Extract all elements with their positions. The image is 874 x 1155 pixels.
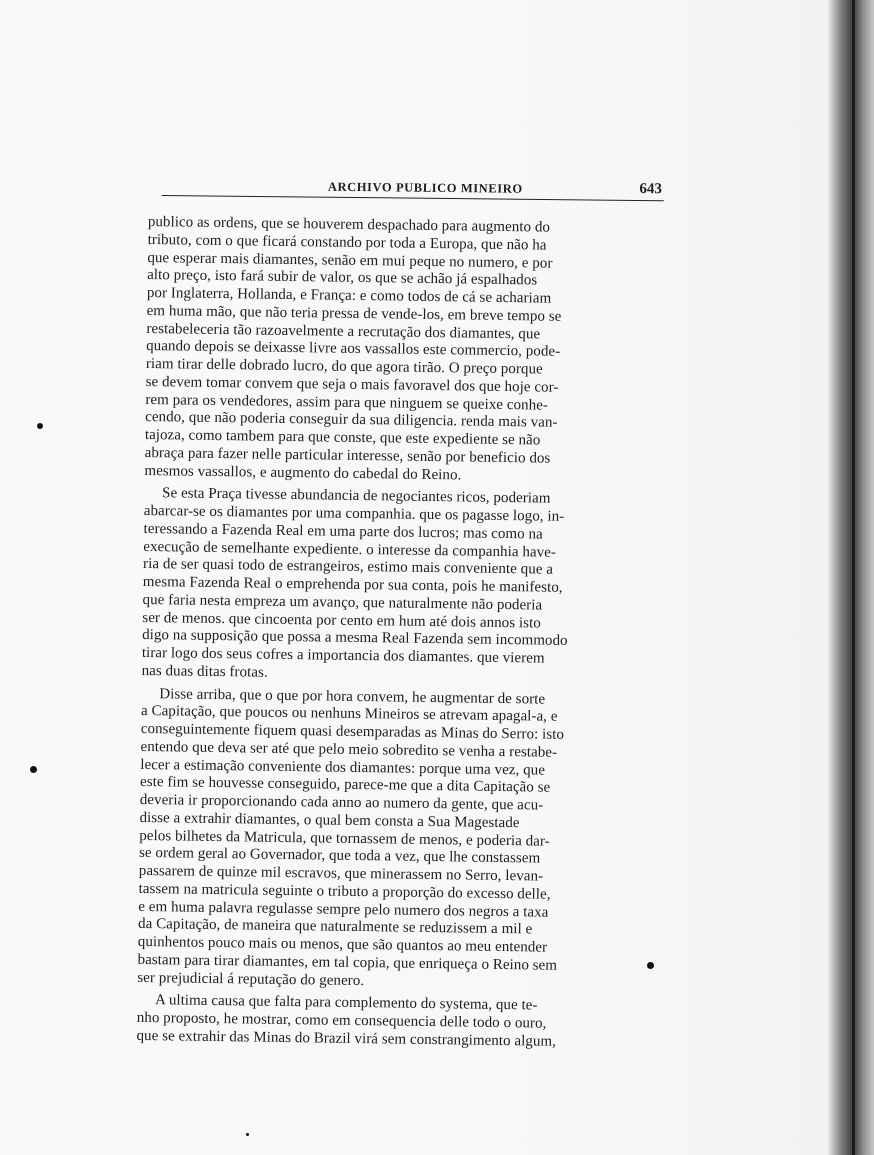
text-line: Disse arriba, que o que por hora convem, he augmentar de sorte	[159, 685, 546, 708]
text-line: entendo que deva ser até que pelo meio sobredito se venha a restabe-	[140, 738, 558, 761]
text-line: nas duas ditas frotas.	[141, 662, 268, 681]
text-line: quando depois se deixasse livre aos vassallos este commercio, pode-	[146, 338, 561, 361]
text-line: que esperar mais diamantes, senão em mui peque no numero, e por	[147, 249, 553, 272]
text-line: da Capitação, de maneira que naturalmente se reduzissem a mil e	[137, 916, 533, 938]
text-line: tassem na matricula seguinte o tributo a proporção do excesso delle,	[138, 880, 551, 903]
body-text	[136, 214, 664, 1053]
text-line: restabeleceria tão razoavelmente a recrutação dos diamantes, que	[146, 320, 541, 342]
text-line: deveria ir proporcionando cada anno ao numero da gente, que acu-	[139, 791, 544, 814]
text-line: tajoza, como tambem para que conste, que este expediente se não	[144, 426, 541, 449]
text-line: quinhentos pouco mais ou menos, que são quantos ao meu entender	[137, 933, 548, 956]
text-line: abraça para fazer nelle particular interesse, senão por beneficio dos	[144, 444, 551, 467]
text-line: que faria nesta empreza um avanço, que naturalmente não poderia	[142, 591, 543, 614]
text-line: Se esta Praça tivesse abundancia de negociantes ricos, poderiam	[161, 485, 551, 507]
paragraph	[136, 992, 653, 1052]
text-line: pelos bilhetes da Matricula, que tornassem de menos, e poderia dar-	[139, 827, 550, 850]
text-line: riam tirar delle dobrado lucro, do que agora tirão. O preço porque	[145, 355, 543, 378]
text-line: ria de ser quasi todo de estrangeiros, estimo mais conveniente que a	[142, 556, 554, 578]
text-line: conseguintemente fiquem quasi desemparadas as Minas do Serro: isto	[140, 720, 565, 743]
text-line: digo na supposição que possa a mesma Real Fazenda sem incommodo	[142, 627, 568, 650]
text-line: bastam para tirar diamantes, em tal copia, que enriqueça o Reino sem	[137, 951, 558, 974]
text-line: rem para os vendedores, assim para que ninguem se queixe conhe-	[145, 391, 549, 414]
text-line: ser prejudicial á reputação do genero.	[137, 969, 365, 989]
text-line: tributo, com o que ficará constando por toda a Europa, que não ha	[147, 231, 547, 254]
scan-speck	[30, 766, 37, 773]
page-number: 643	[639, 181, 662, 198]
text-line: se devem tomar convem que seja o mais favoravel dos que hoje cor-	[145, 373, 559, 396]
text-line: mesmos vassallos, e augmento do cabedal do Reino.	[144, 462, 462, 483]
text-line: A ultima causa que falta para complemento do systema, que te-	[154, 992, 538, 1014]
text-line: se ordem geral ao Governador, que toda a vez, que lhe constassem	[138, 845, 541, 867]
text-line: disse a extrahir diamantes, o qual bem consta a Sua Magestade	[139, 809, 520, 831]
text-line: mesma Fazenda Real o emprehenda por sua conta, pois he manifesto,	[142, 573, 563, 596]
paragraph	[144, 214, 664, 487]
scan-speck	[246, 1133, 249, 1136]
running-title: ARCHIVO PUBLICO MINEIRO	[327, 179, 523, 196]
text-line: tirar logo dos seus cofres a importancia dos diamantes. que vierem	[141, 644, 545, 667]
text-line: em huma mão, que não teria pressa de vende-los, em breve tempo se	[146, 302, 562, 325]
text-line: abarcar-se os diamantes por uma companhia. que os pagasse logo, in-	[143, 502, 565, 525]
header-rule	[162, 195, 664, 201]
text-line: este fim se houvesse conseguido, parece-me que a dita Capitação se	[139, 774, 551, 796]
text-line: passarem de quinze mil escravos, que minerassem no Serro, levan-	[138, 862, 544, 885]
text-line: nho proposto, he mostrar, como em consequencia delle todo o ouro,	[136, 1009, 547, 1032]
book-binding-edge	[828, 0, 874, 1155]
text-line: publico as ordens, que se houverem despachado para augmento do	[147, 214, 551, 236]
text-line: e em huma palavra regulasse sempre pelo numero dos negros a taxa	[138, 898, 549, 921]
running-header	[162, 176, 664, 207]
text-line: ser de menos. que cincoenta por cento em hum até dois annos isto	[142, 609, 541, 632]
text-line: teressando a Fazenda Real em uma parte dos lucros; mas como na	[143, 520, 543, 543]
paragraph	[137, 685, 657, 994]
text-line: a Capitação, que poucos ou nenhuns Mineiros se atrevam apagal-a, e	[140, 703, 558, 726]
text-line: execução de semelhante expediente. o interesse da companhia have-	[143, 538, 557, 561]
text-line: por Inglaterra, Hollanda, e França: e como todos de cá se achariam	[146, 284, 552, 307]
text-line: que se extrahir das Minas do Brazil virá sem constrangimento algum,	[136, 1027, 557, 1050]
scan-speck	[37, 423, 43, 429]
text-line: cendo, que não poderia conseguir da sua diligencia. renda mais van-	[145, 409, 558, 431]
text-line: lecer a estimação conveniente dos diamantes: porque uma vez, que	[140, 756, 546, 779]
paragraph	[141, 485, 660, 687]
text-line: alto preço, isto fará subir de valor, os que se achão já espalhados	[147, 267, 538, 289]
